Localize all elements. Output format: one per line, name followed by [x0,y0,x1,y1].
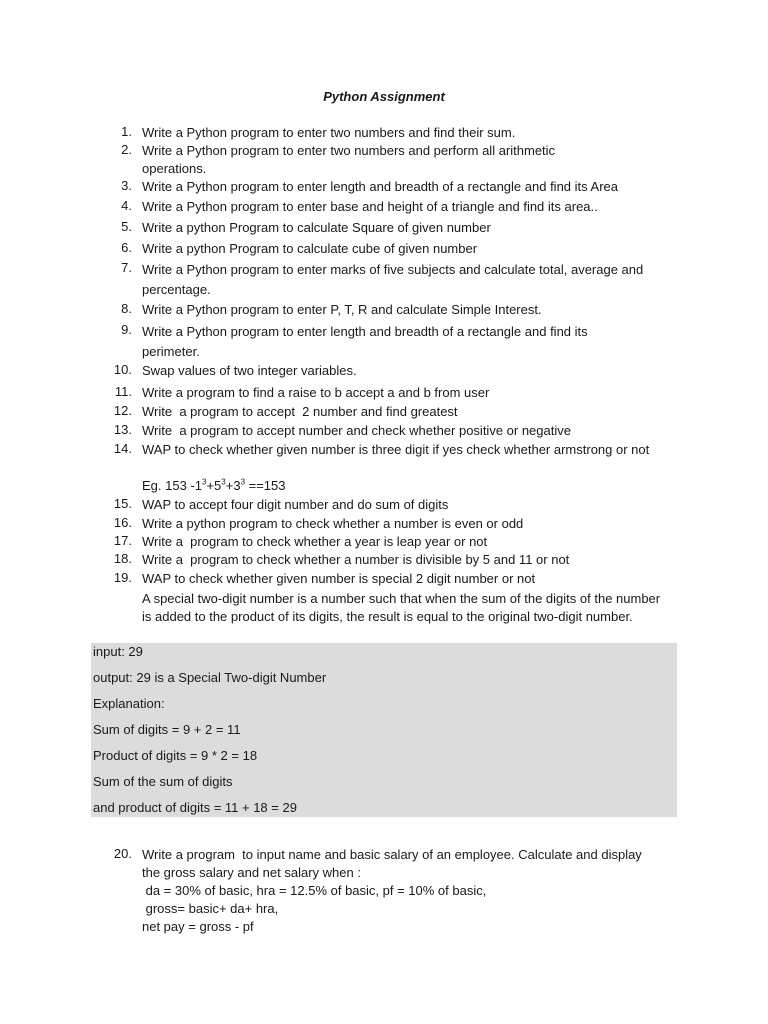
item-number: 1. [121,124,132,139]
item-number: 19. [113,570,132,585]
item-number: 5. [121,219,132,234]
item-number: 7. [121,260,132,275]
salary-formula: da = 30% of basic, hra = 12.5% of basic, pf = 10% of basic, [142,883,487,898]
item-text: Write a Python program to enter base and height of a triangle and find its area.. [142,199,598,214]
example-line: output: 29 is a Special Two-digit Number [93,670,327,685]
item-text: WAP to accept four digit number and do sum of digits [142,497,449,512]
item-text: Write a program to check whether a number is divisible by 5 and 11 or not [142,552,570,567]
item-number: 18. [113,551,132,566]
item-number: 4. [121,198,132,213]
item-text: WAP to check whether given number is special 2 digit number or not [142,571,536,586]
item-text: Write a program to find a raise to b accept a and b from user [142,385,490,400]
example-line: Explanation: [93,696,165,711]
item-number: 11. [114,384,132,399]
salary-formula: gross= basic+ da+ hra, [142,901,279,916]
item-number: 17. [113,533,132,548]
item-text: Write a Python program to enter length and breadth of a rectangle and find its perimeter. [142,324,588,359]
item-number: 3. [121,178,132,193]
item-number: 20. [113,846,132,861]
item-number: 8. [121,301,132,316]
special-number-description: A special two-digit number is a number such that when the sum of the digits of the number is added to the product of its digits, the result is equal to the original two-digit number. [142,591,661,624]
item-number: 9. [121,322,132,337]
item-number: 12. [113,403,132,418]
item-number: 14. [113,441,132,456]
item-text: Write a Python program to enter two numbers and find their sum. [142,125,516,140]
item-number: 16. [113,515,132,530]
example-line: Sum of digits = 9 + 2 = 11 [93,722,241,737]
item-text: Write a program to accept number and check whether positive or negative [142,423,571,438]
item-number: 6. [121,240,132,255]
armstrong-example: Eg. 153 $-1^3+5^3+3^3 ==153$ [142,477,286,493]
item-text: Write a python program to check whether a number is even or odd [142,516,524,531]
example-line: input: 29 [93,644,143,659]
item-text: Write a program to input name and basic salary of an employee. Calculate and display the gross salary and net salary when : [142,847,646,880]
item-text: Swap values of two integer variables. [142,363,357,378]
example-line: and product of digits = 11 + 18 = 29 [93,800,297,815]
item-text: Write a python Program to calculate cube of given number [142,241,478,256]
item-number: 15. [113,496,132,511]
item-text: Write a python Program to calculate Square of given number [142,220,491,235]
item-text: Write a Python program to enter length and breadth of a rectangle and find its Area [142,179,618,194]
item-number: 10. [113,362,132,377]
item-text: Write a Python program to enter marks of five subjects and calculate total, average and percentage. [142,262,644,297]
example-line: Product of digits = 9 * 2 = 18 [93,748,258,763]
item-text: Write a program to accept 2 number and find greatest [142,404,458,419]
item-number: 13. [113,422,132,437]
item-text: Write a Python program to enter P, T, R and calculate Simple Interest. [142,302,542,317]
example-line: Sum of the sum of digits [93,774,233,789]
item-number: 2. [121,142,132,157]
item-text: Write a Python program to enter two numbers and perform all arithmetic operations. [142,143,556,176]
page-title: Python Assignment [323,89,445,104]
item-text: Write a program to check whether a year is leap year or not [142,534,488,549]
salary-formula: net pay = gross - pf [142,919,254,934]
item-text: WAP to check whether given number is three digit if yes check whether armstrong or not [142,442,650,457]
